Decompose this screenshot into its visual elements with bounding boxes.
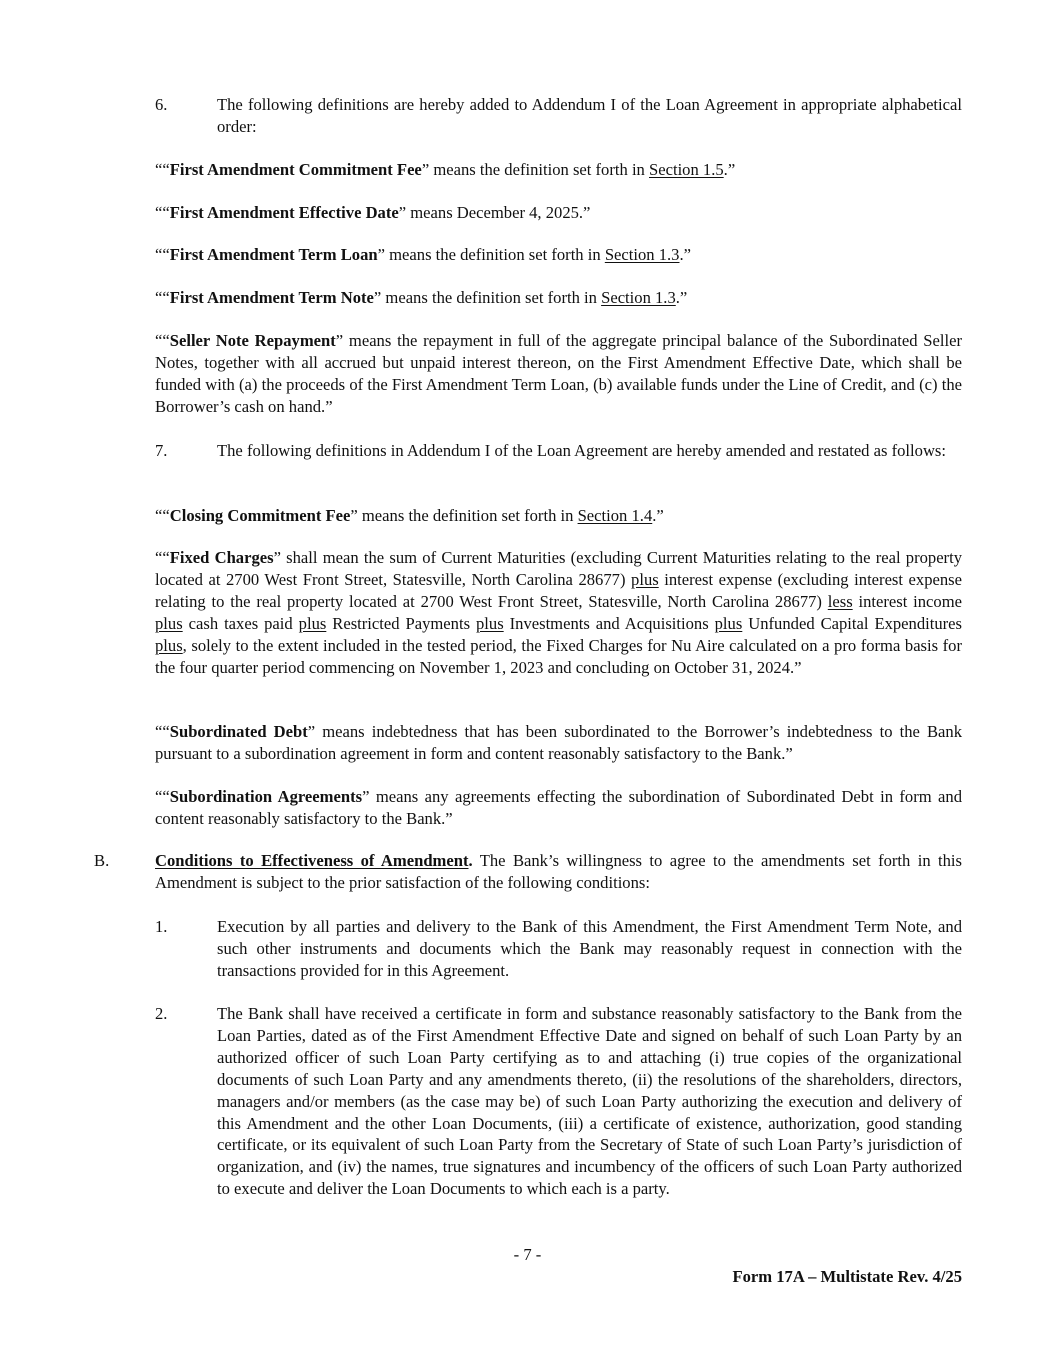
definition-text: ” means any agreements effecting the subordination of Subordinated Debt in form and content reasonably satisfactory to the Bank.” <box>155 787 962 828</box>
defined-term: First Amendment Term Note <box>169 288 374 307</box>
section-reference: Section 1.3 <box>604 245 680 264</box>
definition-subordination-agreements <box>155 786 962 830</box>
definition-text: interest income <box>852 591 962 611</box>
definition-closing-commitment-fee <box>155 505 962 527</box>
definition-first-amendment-commitment-fee <box>155 159 962 181</box>
definition-text: ” means the definition set forth in <box>377 245 605 264</box>
definition-text: ” means the definition set forth in <box>421 160 649 179</box>
quote-open: ““ <box>155 787 170 806</box>
item-7-number: 7. <box>155 441 168 460</box>
definition-text: Investments and Acquisitions <box>503 613 715 633</box>
condition-2-number: 2. <box>155 1004 168 1023</box>
definition-text: ” means indebtedness that has been subordinated to the Borrower’s indebtedness to the Bank pursuant to a subordination agreement in form and content reasonably satisfactory to the Bank.” <box>155 722 962 763</box>
definition-first-amendment-effective-date <box>155 202 962 224</box>
definition-text: cash taxes paid <box>182 613 299 633</box>
defined-term: Fixed Charges <box>169 548 274 567</box>
operator-plus: plus <box>476 613 504 633</box>
page-number: - 7 - <box>513 1245 542 1264</box>
item-6-number: 6. <box>155 95 168 114</box>
quote-open: ““ <box>155 160 170 179</box>
definition-first-amendment-term-loan <box>155 244 962 266</box>
operator-less: less <box>827 591 853 611</box>
operator-plus: plus <box>298 613 327 633</box>
definition-text: ” means December 4, 2025.” <box>398 203 591 222</box>
defined-term: Subordination Agreements <box>169 787 363 806</box>
quote-close: .” <box>675 288 688 307</box>
definition-text: ” shall mean the sum of Current Maturities (excluding Current Maturities relating to the real property located at 2700 West Front Street, Statesville, North Carolina 28677) <box>155 548 962 589</box>
quote-open: ““ <box>155 203 170 222</box>
definition-text: ” means the repayment in full of the aggregate principal balance of the Subordinated Seller Notes, together with all accrued but unpaid interest thereon, on the First Amendment Effective Date, which shall be funded with (a) the proceeds of the First Amendment Term Loan, (b) available funds under the Line of Credit, and (c) the Borrower’s cash on hand.” <box>155 331 962 416</box>
defined-term: First Amendment Term Loan <box>169 245 378 264</box>
definition-text: Unfunded Capital Expenditures <box>742 613 963 633</box>
quote-open: ““ <box>155 506 170 525</box>
defined-term: First Amendment Commitment Fee <box>169 160 422 179</box>
quote-open: ““ <box>155 722 170 741</box>
item-7-text: The following definitions in Addendum I of the Loan Agreement are hereby amended and restated as follows: <box>217 441 946 460</box>
quote-close: .” <box>679 245 691 264</box>
definition-text: ” means the definition set forth in <box>350 506 578 525</box>
definition-fixed-charges <box>155 547 962 678</box>
item-6-text: The following definitions are hereby added to Addendum I of the Loan Agreement in appropriate alphabetical order: <box>217 95 962 136</box>
quote-close: .” <box>723 160 736 179</box>
definition-seller-note-repayment <box>155 330 962 418</box>
section-b-number: B. <box>94 851 110 870</box>
quote-open: ““ <box>155 548 170 567</box>
section-b-heading-period: . <box>468 851 473 870</box>
section-b-body: The Bank’s willingness to agree to the amendments set forth in this Amendment is subject to the prior satisfaction of the following conditions: <box>155 851 962 892</box>
operator-plus: plus <box>155 613 183 633</box>
definition-first-amendment-term-note <box>155 287 962 309</box>
condition-2-text: The Bank shall have received a certificate in form and substance reasonably satisfactory to the Bank from the Loan Parties, dated as of the First Amendment Effective Date and signed on behalf of such Loan Party by an authorized officer of such Loan Party certifying as to and attaching (i) true copies of the organizational documents of such Loan Party and any amendments thereto, (ii) the resolutions of the shareholders, directors, managers and/or members (as the case may be) of such Loan Party authorizing the execution and delivery of this Amendment and the other Loan Documents, (iii) a certificate of existence, authorization, good standing certificate, or its equivalent of such Loan Party from the Secretary of State of such Loan Party’s jurisdiction of organization, and (iv) the names, true signatures and incumbency of the officers of such Loan Party authorized to execute and deliver the Loan Documents to which each is a party. <box>217 1004 962 1199</box>
definition-text: Restricted Payments <box>326 613 476 633</box>
quote-open: ““ <box>155 331 170 350</box>
quote-open: ““ <box>155 245 170 264</box>
definition-text: , solely to the extent included in the tested period, the Fixed Charges for Nu Aire calculated on a pro forma basis for the four quarter period commencing on November 1, 2023 and concluding on October 31, 2024.” <box>155 635 962 677</box>
section-b-text <box>155 850 962 894</box>
operator-plus: plus <box>714 613 743 633</box>
defined-term: Subordinated Debt <box>169 722 308 741</box>
section-reference: Section 1.4 <box>577 506 653 525</box>
condition-1-text: Execution by all parties and delivery to the Bank of this Amendment, the First Amendment Term Note, and such other instruments and documents which the Bank may reasonably request in connection with the transactions provided for in this Agreement. <box>217 917 962 980</box>
definition-text: interest expense (excluding interest expense relating to the real property located at 2700 West Front Street, Statesville, North Carolina 28677) <box>155 569 962 611</box>
section-reference: Section 1.5 <box>649 160 724 179</box>
operator-plus: plus <box>631 569 659 589</box>
defined-term: Seller Note Repayment <box>169 331 336 350</box>
quote-close: .” <box>652 506 664 525</box>
condition-1-number: 1. <box>155 917 168 936</box>
definition-subordinated-debt <box>155 721 962 765</box>
operator-plus: plus <box>155 635 183 655</box>
quote-open: ““ <box>155 288 170 307</box>
section-b-heading-text: Conditions to Effectiveness of Amendment <box>155 851 469 870</box>
section-reference: Section 1.3 <box>601 288 676 307</box>
form-identifier: Form 17A – Multistate Rev. 4/25 <box>732 1267 962 1286</box>
definition-text: ” means the definition set forth in <box>373 288 602 307</box>
defined-term: First Amendment Effective Date <box>169 203 399 222</box>
section-b-heading <box>155 851 473 870</box>
defined-term: Closing Commitment Fee <box>169 506 351 525</box>
